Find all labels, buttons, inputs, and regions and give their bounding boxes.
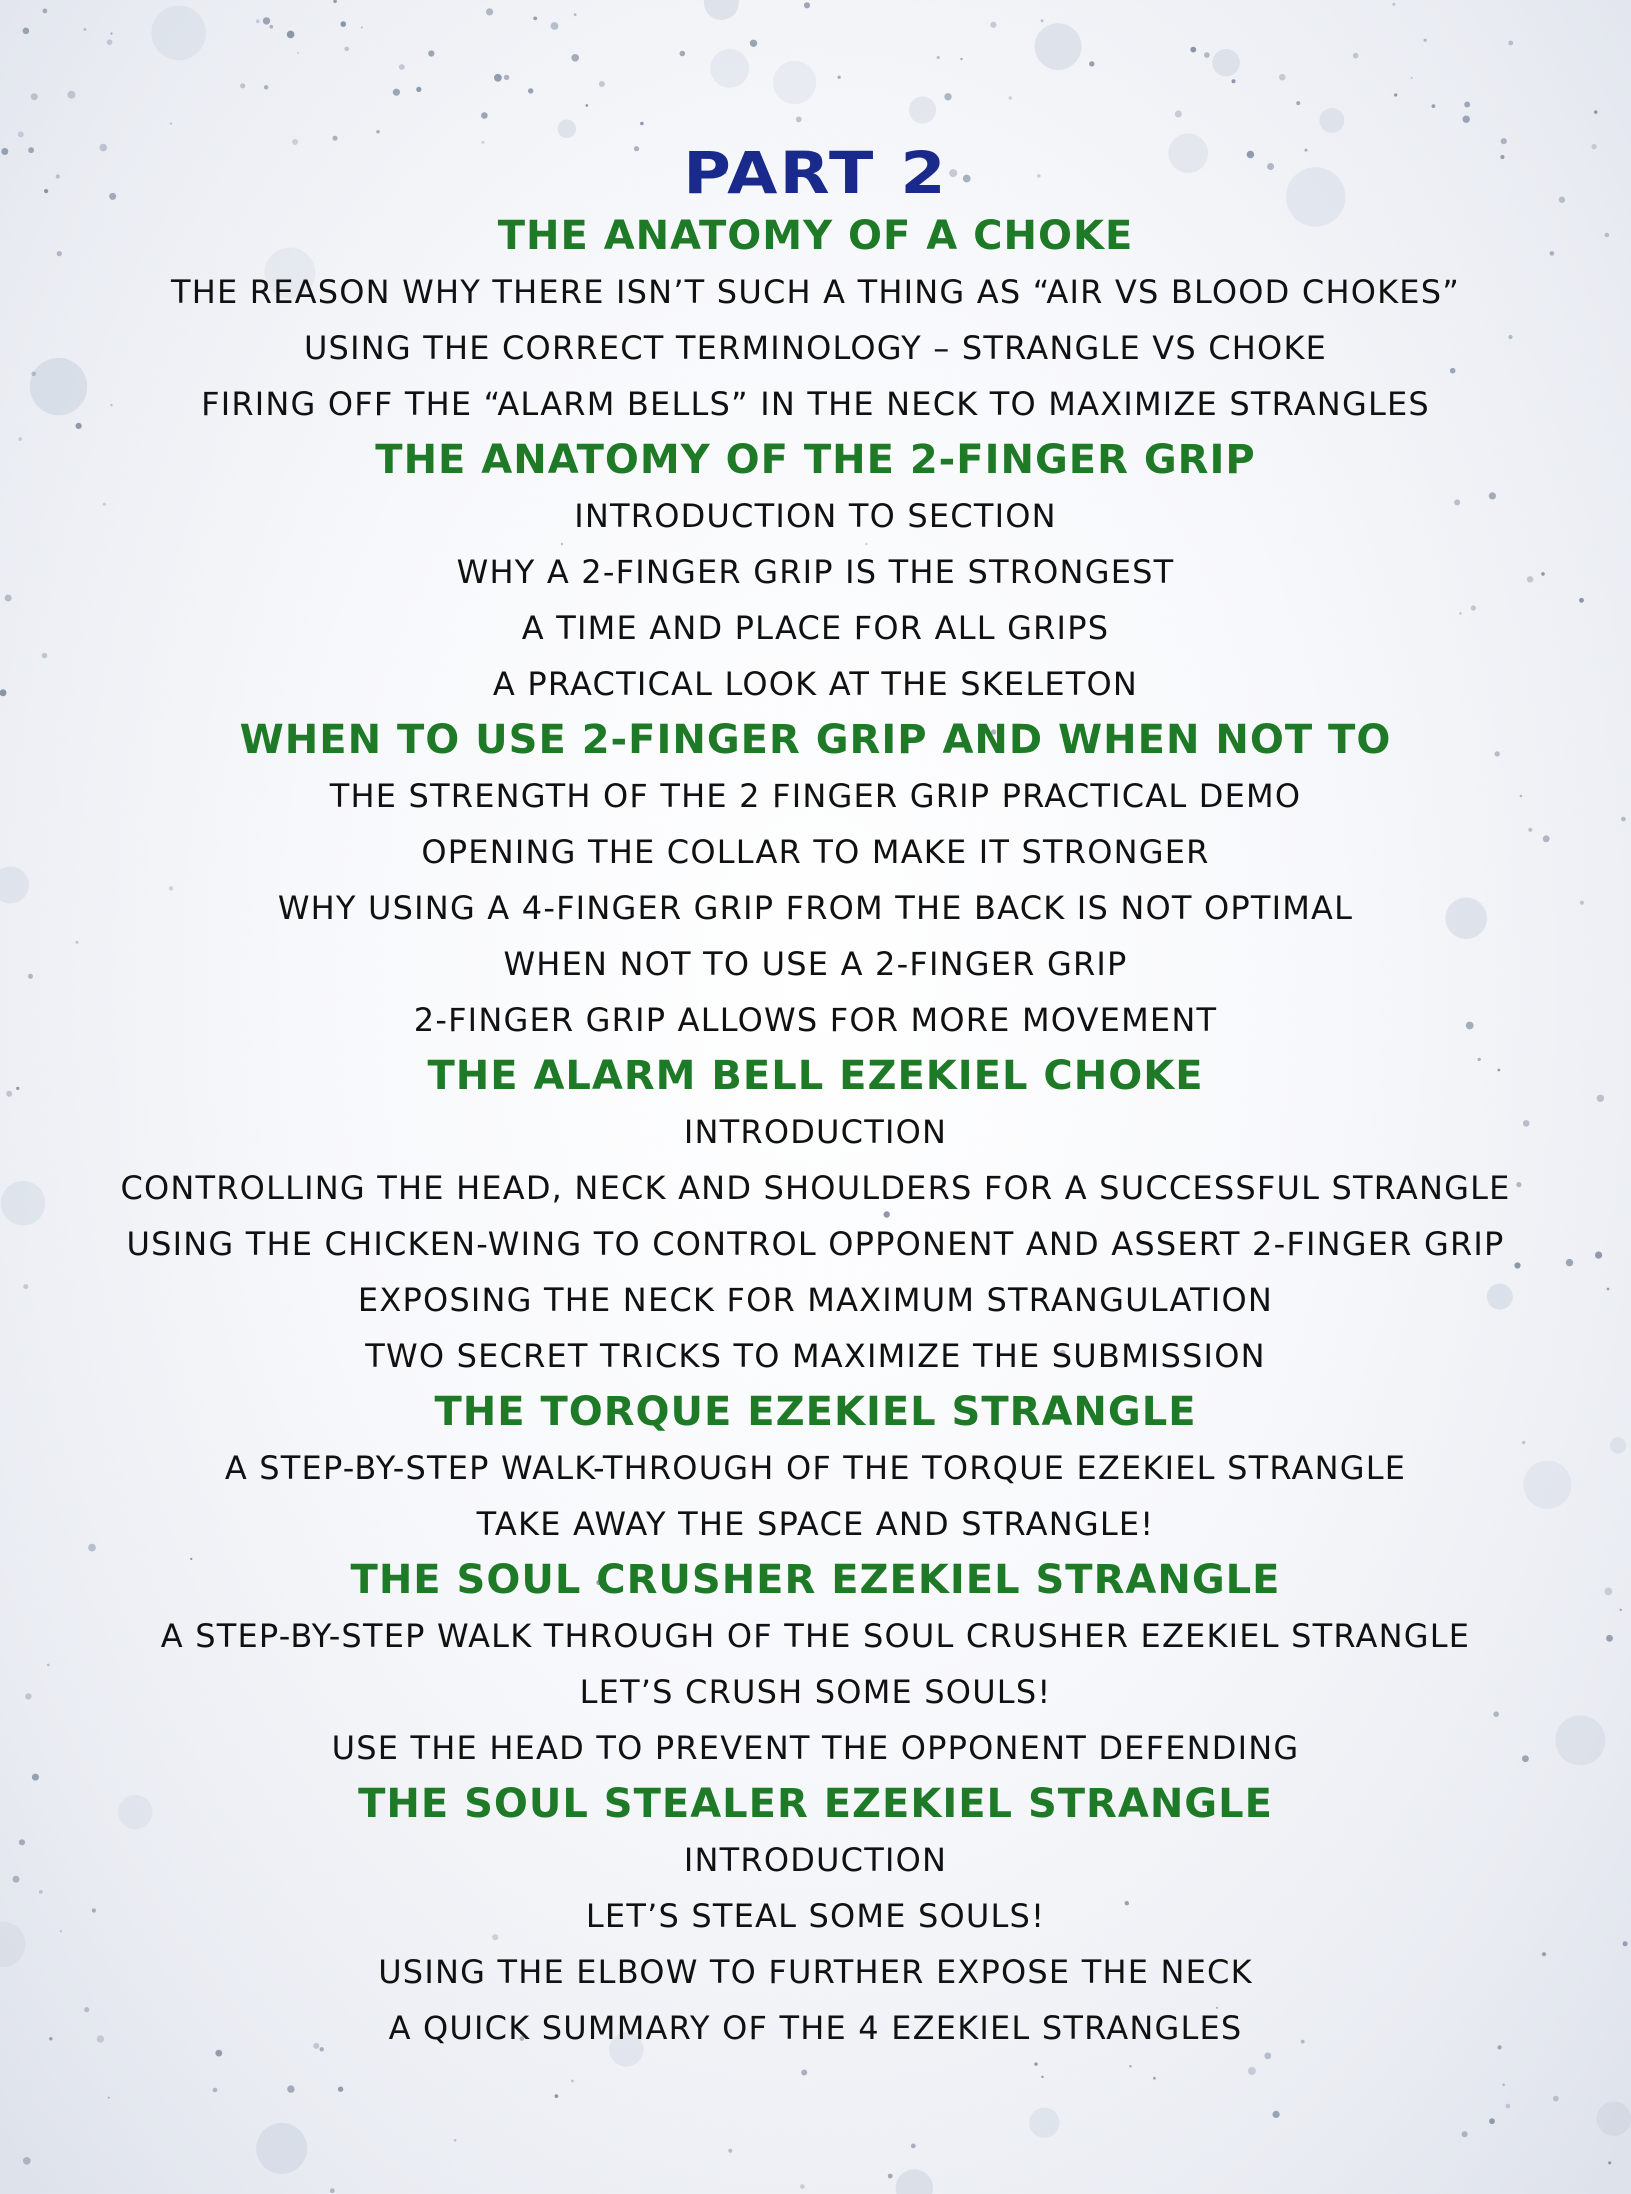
speck: [1432, 104, 1436, 108]
section-heading: THE ANATOMY OF THE 2-FINGER GRIP: [375, 437, 1256, 483]
section-soul-stealer-ezekiel-strangle: [0, 1776, 1631, 2056]
speck: [586, 104, 589, 107]
speck: [256, 2123, 307, 2174]
list-item: INTRODUCTION: [683, 1841, 948, 1879]
speck: [486, 8, 493, 15]
speck: [341, 21, 347, 27]
speck: [1129, 2065, 1132, 2068]
speck: [297, 52, 299, 54]
speck: [551, 22, 559, 30]
speck: [558, 120, 577, 139]
speck: [1212, 49, 1239, 76]
speck: [1594, 110, 1597, 113]
table-of-contents: [0, 138, 1631, 2056]
speck: [43, 9, 48, 14]
section-heading: THE ALARM BELL EZEKIEL CHOKE: [427, 1053, 1204, 1099]
speck: [18, 131, 24, 137]
speck: [599, 81, 605, 87]
speck: [990, 22, 996, 28]
speck: [110, 32, 112, 34]
speck: [108, 2097, 110, 2099]
speck: [330, 2188, 335, 2193]
speck: [1232, 79, 1236, 83]
section-anatomy-of-2-finger-grip: [0, 432, 1631, 712]
speck: [533, 17, 537, 21]
section-torque-ezekiel-strangle: [0, 1384, 1631, 1552]
speck: [1464, 102, 1470, 108]
speck: [1489, 2118, 1495, 2124]
speck: [960, 58, 962, 60]
speck: [1175, 111, 1182, 118]
speck: [1392, 3, 1395, 6]
speck: [107, 39, 113, 45]
speck: [1319, 108, 1344, 133]
speck: [31, 93, 38, 100]
speck: [1029, 2108, 1059, 2138]
speck: [23, 28, 30, 35]
speck: [494, 74, 502, 82]
speck: [428, 50, 434, 56]
speck: [704, 0, 739, 20]
list-item: WHY USING A 4-FINGER GRIP FROM THE BACK IS NOT OPTIMAL: [277, 889, 1354, 927]
speck: [1034, 2062, 1037, 2065]
list-item: USING THE CORRECT TERMINOLOGY – STRANGLE VS CHOKE: [303, 329, 1328, 367]
list-item: USE THE HEAD TO PREVENT THE OPPONENT DEFENDING: [331, 1729, 1300, 1767]
list-item: EXPOSING THE NECK FOR MAXIMUM STRANGULATION: [357, 1281, 1274, 1319]
list-item: WHY A 2-FINGER GRIP IS THE STRONGEST: [456, 553, 1175, 591]
speck: [1041, 19, 1044, 22]
list-item: OPENING THE COLLAR TO MAKE IT STRONGER: [421, 833, 1210, 871]
speck: [1394, 93, 1397, 96]
speck: [571, 54, 579, 62]
speck: [84, 28, 87, 31]
speck: [773, 61, 816, 104]
speck: [555, 2094, 559, 2098]
list-item: FIRING OFF THE “ALARM BELLS” IN THE NECK TO MAXIMIZE STRANGLES: [201, 385, 1430, 423]
speck: [454, 2139, 457, 2142]
speck: [151, 6, 206, 61]
list-item: TAKE AWAY THE SPACE AND STRANGLE!: [476, 1505, 1155, 1543]
speck: [528, 88, 533, 93]
part-title: PART 2: [683, 139, 948, 207]
speck: [896, 2169, 933, 2194]
speck: [1463, 116, 1470, 123]
speck: [256, 19, 260, 23]
speck: [481, 112, 488, 119]
section-heading: THE SOUL CRUSHER EZEKIEL STRANGLE: [350, 1557, 1281, 1603]
list-item: A STEP-BY-STEP WALK THROUGH OF THE SOUL CRUSHER EZEKIEL STRANGLE: [160, 1617, 1471, 1655]
speck: [416, 87, 421, 92]
speck: [1204, 52, 1210, 58]
speck: [750, 40, 757, 47]
speck: [399, 64, 405, 70]
list-item: A QUICK SUMMARY OF THE 4 EZEKIEL STRANGLES: [388, 2009, 1243, 2047]
speck: [1190, 47, 1196, 53]
speck: [680, 51, 686, 57]
speck: [710, 49, 749, 88]
speck: [270, 25, 274, 29]
speck: [1502, 2083, 1505, 2086]
speck: [1296, 101, 1300, 105]
speck: [801, 2070, 807, 2076]
speck: [937, 56, 940, 59]
speck: [1089, 61, 1094, 66]
speck: [504, 75, 509, 80]
speck: [574, 13, 577, 16]
speck: [1353, 53, 1359, 59]
speck: [393, 89, 400, 96]
speck: [333, 0, 337, 3]
list-item: INTRODUCTION: [683, 1113, 948, 1151]
speck: [838, 76, 841, 79]
speck: [170, 123, 172, 125]
section-heading: THE SOUL STEALER EZEKIEL STRANGLE: [358, 1781, 1273, 1827]
speck: [338, 2087, 343, 2092]
speck: [1597, 2102, 1631, 2136]
speck: [888, 2174, 893, 2179]
speck: [1506, 2104, 1511, 2109]
speck: [804, 2, 810, 8]
speck: [264, 85, 268, 89]
list-item: A TIME AND PLACE FOR ALL GRIPS: [521, 609, 1110, 647]
speck: [944, 93, 951, 100]
speck: [1462, 2131, 1468, 2137]
speck: [800, 2184, 805, 2189]
list-item: A PRACTICAL LOOK AT THE SKELETON: [492, 665, 1139, 703]
speck: [240, 83, 245, 88]
speck: [909, 96, 936, 123]
list-item: 2-FINGER GRIP ALLOWS FOR MORE MOVEMENT: [413, 1001, 1218, 1039]
speck: [1411, 77, 1413, 79]
list-item: LET’S CRUSH SOME SOULS!: [579, 1673, 1052, 1711]
speck: [67, 91, 75, 99]
section-alarm-bell-ezekiel-choke: [0, 1048, 1631, 1384]
speck: [344, 47, 349, 52]
list-item: THE STRENGTH OF THE 2 FINGER GRIP PRACTICAL DEMO: [329, 777, 1302, 815]
section-when-to-use-2-finger-grip: [0, 712, 1631, 1048]
speck: [1153, 2077, 1156, 2080]
section-heading: THE TORQUE EZEKIEL STRANGLE: [434, 1389, 1197, 1435]
speck: [287, 31, 295, 39]
list-item: A STEP-BY-STEP WALK-THROUGH OF THE TORQUE EZEKIEL STRANGLE: [224, 1449, 1407, 1487]
speck: [1041, 2076, 1043, 2078]
speck: [287, 2085, 294, 2092]
list-item: LET’S STEAL SOME SOULS!: [585, 1897, 1046, 1935]
section-heading: WHEN TO USE 2-FINGER GRIP AND WHEN NOT TO: [239, 717, 1392, 763]
list-item: THE REASON WHY THERE ISN’T SUCH A THING AS “AIR VS BLOOD CHOKES”: [171, 273, 1460, 311]
section-anatomy-of-a-choke: [0, 208, 1631, 432]
speck: [1035, 23, 1082, 70]
list-item: WHEN NOT TO USE A 2-FINGER GRIP: [503, 945, 1128, 983]
speck: [1508, 41, 1513, 46]
section-heading: THE ANATOMY OF A CHOKE: [497, 213, 1134, 259]
speck: [361, 27, 363, 29]
speck: [571, 2080, 574, 2083]
speck: [1279, 74, 1286, 81]
speck: [728, 2149, 732, 2153]
speck: [376, 130, 379, 133]
speck: [1424, 39, 1427, 42]
speck: [640, 122, 644, 126]
list-item: INTRODUCTION TO SECTION: [574, 497, 1057, 535]
speck: [1009, 96, 1013, 100]
speck: [23, 2157, 31, 2165]
speck: [1273, 2111, 1280, 2118]
speck: [263, 17, 270, 24]
section-soul-crusher-ezekiel-strangle: [0, 1552, 1631, 1776]
speck: [1248, 2067, 1256, 2075]
list-item: USING THE ELBOW TO FURTHER EXPOSE THE NECK: [378, 1953, 1253, 1991]
speck: [213, 2088, 218, 2093]
list-item: CONTROLLING THE HEAD, NECK AND SHOULDERS FOR A SUCCESSFUL STRANGLE: [120, 1169, 1511, 1207]
speck: [1608, 2161, 1611, 2164]
list-item: USING THE CHICKEN-WING TO CONTROL OPPONENT AND ASSERT 2-FINGER GRIP: [126, 1225, 1505, 1263]
speck: [1553, 2096, 1559, 2102]
list-item: TWO SECRET TRICKS TO MAXIMIZE THE SUBMISSION: [365, 1337, 1266, 1375]
speck: [796, 117, 802, 123]
speck: [911, 2144, 916, 2149]
